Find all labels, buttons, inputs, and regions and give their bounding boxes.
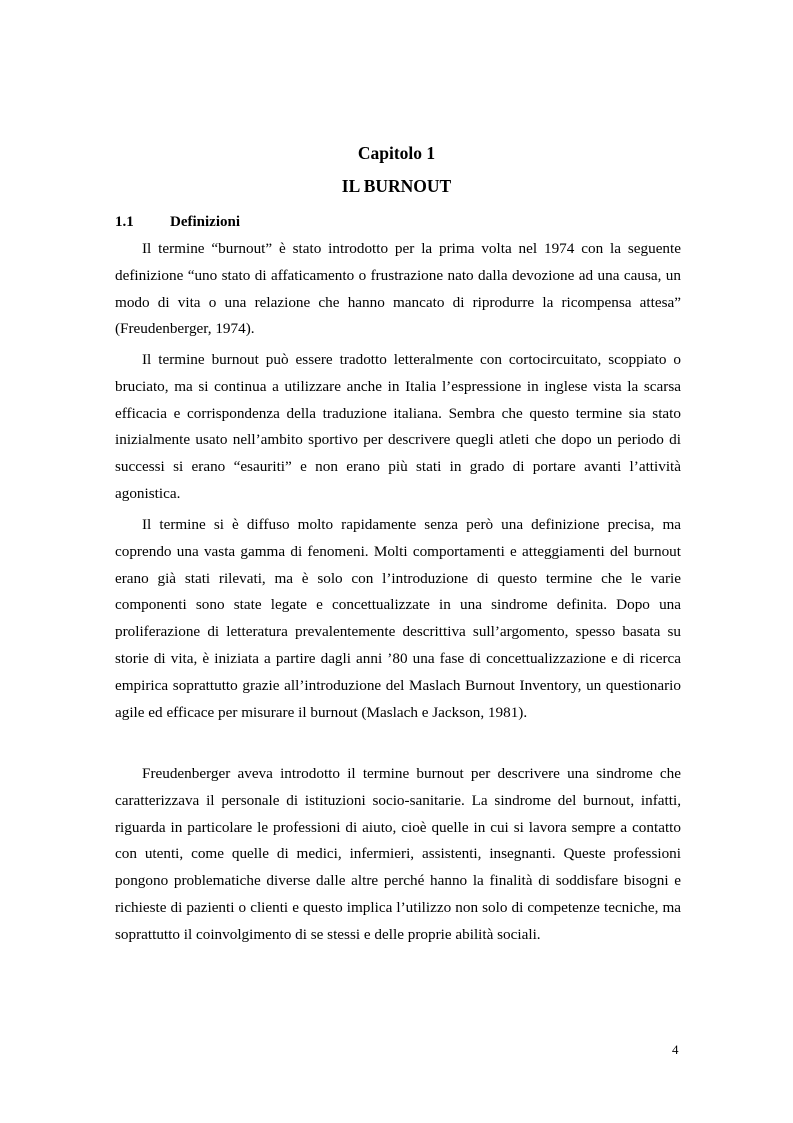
paragraph-4: Freudenberger aveva introdotto il termine burnout per descrivere una sindrome che caratterizzava il personale di istituzioni socio-sanitarie. La sindrome del burnout, infatti, riguarda in particolare le professioni di aiuto, cioè quelle in cui si lavora sempre a contatto con utenti, come quelle di medici, infermieri, assistenti, insegnanti. Queste professioni pongono problematiche diverse dalle altre perché hanno la finalità di soddisfare bisogni e richieste di pazienti o clienti e questo implica l’utilizzo non solo di competenze tecniche, ma soprattutto il coinvolgimento di se stessi e delle proprie abilità sociali. (115, 765, 681, 943)
chapter-label: Capitolo 1 (357, 143, 436, 163)
paragraph-2: Il termine burnout può essere tradotto letteralmente con cortocircuitato, scoppiato o bruciato, ma si continua a utilizzare anche in Italia l’espressione in inglese vista la scarsa efficacia e corrispondenza della traduzione italiana. Sembra che questo termine sia stato inizialmente usato nell’ambito sportivo per descrivere quegli atleti che dopo un periodo di successi si erano “esauriti” e non erano più stati in grado di portare avanti l’attività agonistica. (115, 351, 681, 502)
page-number: 4 (672, 1042, 679, 1057)
paragraph-3: Il termine si è diffuso molto rapidamente senza però una definizione precisa, ma coprendo una vasta gamma di fenomeni. Molti comportamenti e atteggiamenti del burnout erano già stati rilevati, ma è solo con l’introduzione di questo termine che le varie componenti sono state legate e concettualizzate in una sindrome definita. Dopo una proliferazione di letteratura prevalentemente descrittiva sull’argomento, spesso basata su storie di vita, è iniziata a partire dagli anni ’80 una fase di concettualizzazione e di ricerca empirica soprattutto grazie all’introduzione del Maslach Burnout Inventory, un questionario agile ed efficace per misurare il burnout (Maslach e Jackson, 1981). (115, 516, 681, 721)
paragraph-1: Il termine “burnout” è stato introdotto per la prima volta nel 1974 con la seguente definizione “uno stato di affaticamento o frustrazione nato dalla devozione ad una causa, un modo di vita o una relazione che hanno mancato di riprodurre la ricompensa attesa” (Freudenberger, 1974). (115, 240, 681, 338)
section-title: Definizioni (170, 214, 240, 230)
chapter-title: IL BURNOUT (341, 176, 452, 196)
section-number: 1.1 (115, 214, 134, 230)
section-heading (115, 212, 240, 232)
